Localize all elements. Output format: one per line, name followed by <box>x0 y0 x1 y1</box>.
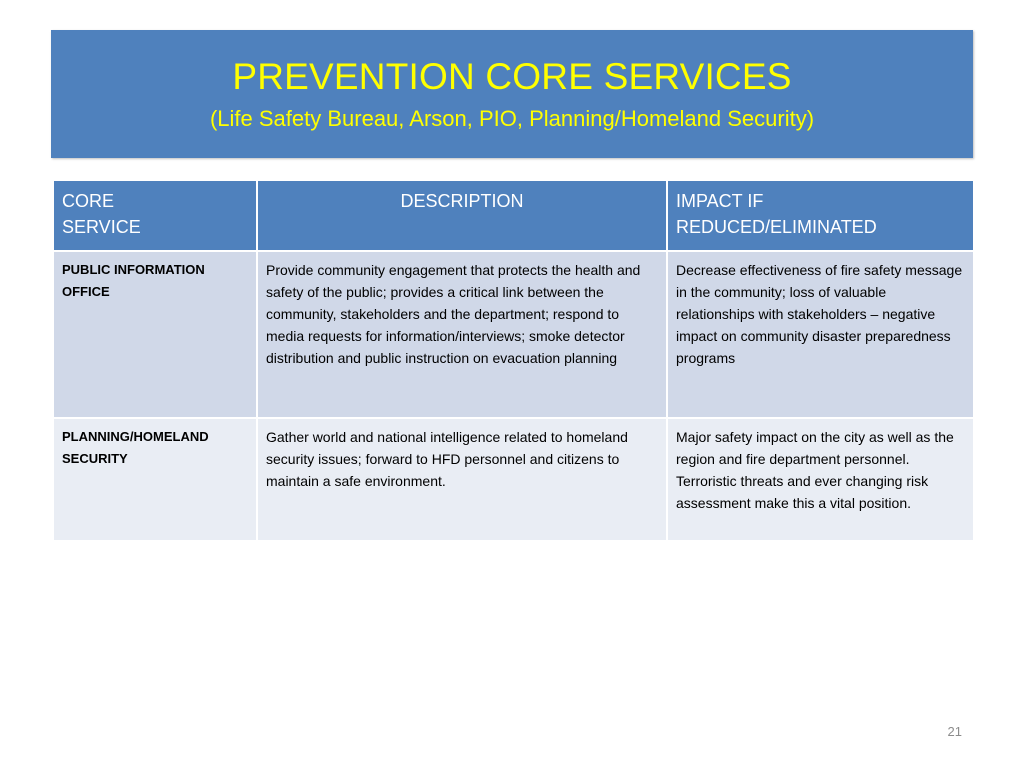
table-row <box>53 251 974 418</box>
header-impact-line2: REDUCED/ELIMINATED <box>676 217 877 237</box>
header-core-service <box>53 180 257 251</box>
row-service-cell: PLANNING/HOMELAND SECURITY <box>53 418 257 541</box>
row-impact-cell: Decrease effectiveness of fire safety message in the community; loss of valuable relationships with stakeholders – negative impact on community disaster preparedness programs <box>667 251 974 418</box>
row-description-cell: Provide community engagement that protects the health and safety of the public; provides a critical link between the community, stakeholders and the department; respond to media requests for information/interviews; smoke detector distribution and public instruction on evacuation planning <box>257 251 667 418</box>
header-impact <box>667 180 974 251</box>
header-core-service-line1: CORE <box>62 191 115 211</box>
header-impact-line1: IMPACT IF <box>676 191 764 211</box>
slide-subtitle: (Life Safety Bureau, Arson, PIO, Planning/Homeland Security) <box>209 106 815 131</box>
table-row <box>53 418 974 541</box>
slide-title: PREVENTION CORE SERVICES <box>232 56 792 97</box>
row-service-cell: PUBLIC INFORMATION OFFICE <box>53 251 257 418</box>
table-header-row <box>53 180 974 251</box>
row-impact-cell: Major safety impact on the city as well as the region and fire department personnel. Terroristic threats and ever changing risk assessment make this a vital position. <box>667 418 974 541</box>
core-services-table <box>52 179 975 542</box>
slide-title-box <box>51 30 973 158</box>
header-description: DESCRIPTION <box>257 180 667 251</box>
row-description-cell: Gather world and national intelligence related to homeland security issues; forward to HFD personnel and citizens to maintain a safe environment. <box>257 418 667 541</box>
header-core-service-line2: SERVICE <box>62 217 141 237</box>
page-number: 21 <box>947 724 962 739</box>
